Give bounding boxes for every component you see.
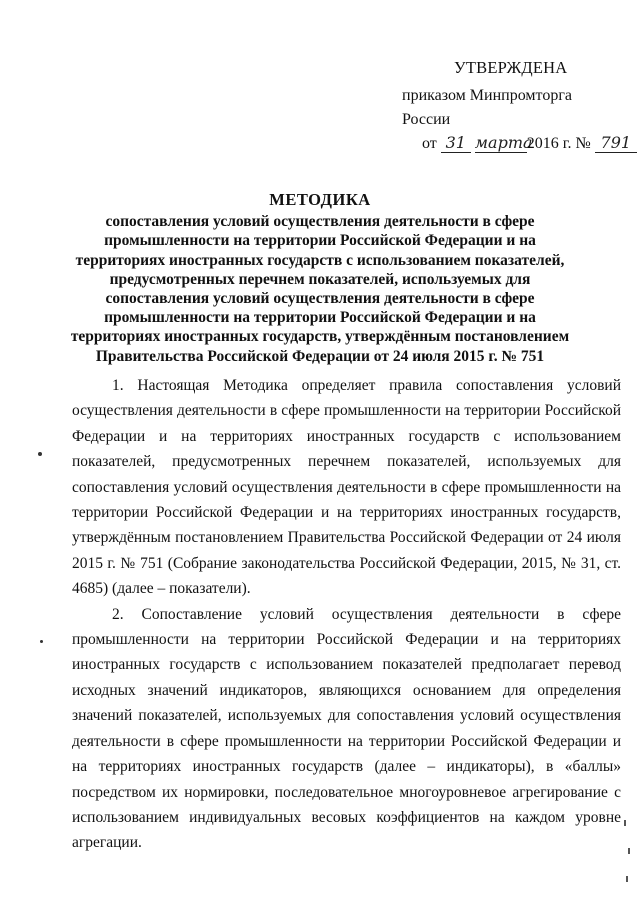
paragraph-1: 1. Настоящая Методика определяет правила сопоставления условий осуществления деятельности в сфере промышленности на территории Российской Федерации и на территориях иностранных государств с использованием показателей, предусмотренных перечнем показателей, используемых для сопоставления условий осуществления деятельности в сфере промышленности на территории Российской Федерации и на территориях иностранных государств, утверждённым постановлением Правительства Российской Федерации от 24 июля 2015 г. № 751 (Собрание законодательства Российской Федерации, 2015, № 31, ст. 4685) (далее – показатели). [72,377,621,598]
handwritten-month: марта [474,133,533,152]
scan-edge-mark [624,820,626,826]
scan-edge-mark [626,876,628,882]
handwritten-order-number: 791 [595,134,637,153]
approval-stamp: УТВЕРЖДЕНА [454,58,568,77]
document-title: МЕТОДИКА [269,190,371,209]
document-heading [60,190,580,366]
paragraph-2: 2. Сопоставление условий осуществления деятельности в сфере промышленности на территории Российской Федерации и на территориях иностранных государств с использованием показателей предполагает перевод исходных значений индикаторов, являющихся основанием для определения значений показателей, используемых для сопоставления условий осуществления деятельности в сфере промышленности на территории Российской Федерации и на территориях иностранных государств (далее – индикаторы), в «баллы» посредством их нормировки, последовательное многоуровневое агрегирование с использованием индивидуальных весовых коэффициентов на каждом уровне агрегации. [72,605,621,852]
scan-mark [40,640,43,643]
document-subtitle: сопоставления условий осуществления деятельности в сфере промышленности на территории Российской Федерации и на территориях иностранных государств с использованием показателей, предусмотренных перечнем показателей, используемых для сопоставления условий осуществления деятельности в сфере промышленности на территории Российской Федерации и на территориях иностранных государств, утверждённым постановлением Правительства Российской Федерации от 24 июля 2015 г. № 751 [70,213,570,365]
scan-edge-mark [628,848,630,854]
handwritten-day: 31 [441,134,471,153]
scan-mark [38,452,42,456]
approval-order: приказом Минпромторга России [402,87,572,128]
approval-dateline [402,132,632,156]
document-body [72,373,621,856]
approval-block [402,56,632,156]
date-prefix: от [422,135,437,152]
date-year: 2016 г. № [526,135,591,152]
